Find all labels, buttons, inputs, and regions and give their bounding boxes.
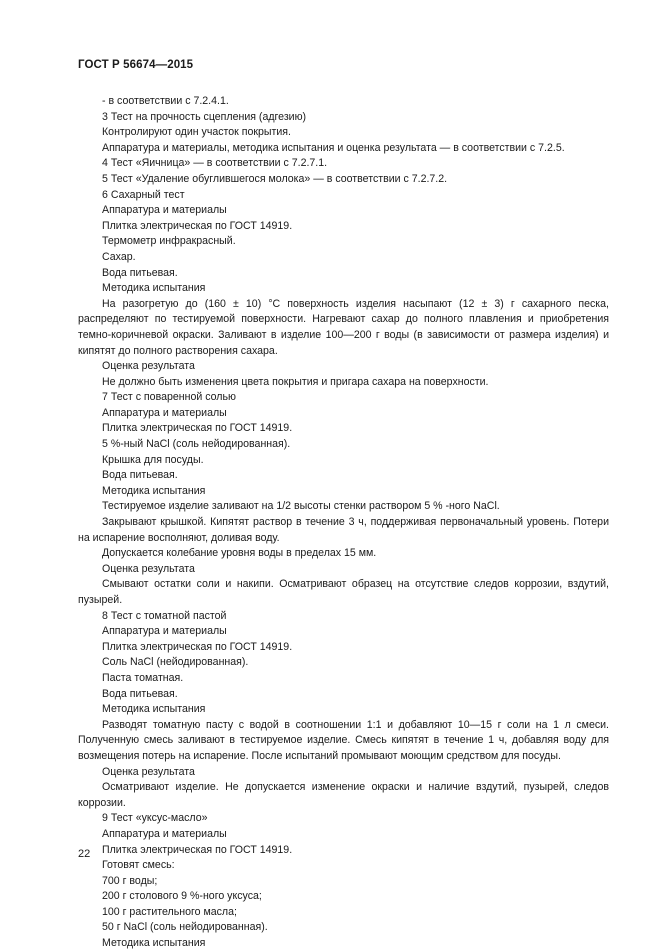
paragraph: На разогретую до (160 ± 10) °С поверхность изделия насыпают (12 ± 3) г сахарного песка, распределяют по тестируемой поверхности. Нагревают сахар до полного плавления и приобретения темно-коричневой окраски. Заливают в изделие 100—200 г воды (в зависимости от размера изделия) и кипятят до полного растворения сахара. [78, 297, 609, 357]
paragraph: Оценка результата [102, 360, 195, 373]
paragraph: Не должно быть изменения цвета покрытия и пригара сахара на поверхности. [102, 375, 489, 388]
paragraph: Вода питьевая. [102, 469, 178, 482]
document-body [78, 94, 609, 952]
paragraph: Аппаратура и материалы [102, 827, 227, 840]
document-header: ГОСТ Р 56674—2015 [78, 59, 194, 71]
paragraph: 6 Сахарный тест [102, 188, 185, 201]
paragraph: 50 г NaCl (соль нейодированная). [102, 921, 268, 934]
paragraph: Закрывают крышкой. Кипятят раствор в течение 3 ч, поддерживая первоначальный уровень. Потери на испарение восполняют, доливая воду. [78, 516, 609, 544]
paragraph: Паста томатная. [102, 671, 184, 684]
paragraph: Осматривают изделие. Не допускается изменение окраски и наличие вздутий, пузырей, следов коррозии. [78, 781, 609, 809]
paragraph: Соль NaCl (нейодированная). [102, 656, 249, 669]
paragraph: Вода питьевая. [102, 266, 178, 279]
paragraph: Аппаратура и материалы [102, 625, 227, 638]
paragraph: 700 г воды; [102, 874, 158, 887]
paragraph: Разводят томатную пасту с водой в соотношении 1:1 и добавляют 10—15 г соли на 1 л смеси. Полученную смесь заливают в тестируемое изделие. Смесь кипятят в течение 1 ч, добавляя воду для возмещения потерь на испарение. После испытаний промывают моющим средством для посуды. [78, 718, 609, 762]
paragraph: 3 Тест на прочность сцепления (адгезию) [102, 110, 307, 123]
paragraph: Плитка электрическая по ГОСТ 14919. [102, 422, 293, 435]
paragraph: Аппаратура и материалы [102, 406, 227, 419]
paragraph: - в соответствии с 7.2.4.1. [102, 95, 229, 107]
paragraph: Термометр инфракрасный. [102, 235, 236, 248]
paragraph: 5 Тест «Удаление обуглившегося молока» — в соответствии с 7.2.7.2. [102, 172, 448, 185]
paragraph: Плитка электрическая по ГОСТ 14919. [102, 843, 293, 856]
paragraph: Методика испытания [102, 484, 206, 497]
paragraph: 200 г столового 9 %-ного уксуса; [102, 890, 262, 903]
paragraph: Контролируют один участок покрытия. [102, 126, 291, 139]
paragraph: Методика испытания [102, 937, 206, 950]
paragraph: 9 Тест «уксус-масло» [102, 812, 208, 825]
paragraph: 100 г растительного масла; [102, 905, 237, 918]
paragraph: Аппаратура и материалы [102, 204, 227, 217]
page-number: 22 [78, 848, 91, 860]
paragraph: Оценка результата [102, 765, 195, 778]
paragraph: Методика испытания [102, 703, 206, 716]
paragraph: Сахар. [102, 250, 136, 263]
paragraph: Аппаратура и материалы, методика испытания и оценка результата — в соответствии с 7.2.5. [102, 141, 565, 154]
paragraph: Крышка для посуды. [102, 453, 204, 466]
paragraph: 4 Тест «Яичница» — в соответствии с 7.2.7.1. [102, 157, 328, 170]
paragraph: Оценка результата [102, 562, 195, 575]
paragraph: Методика испытания [102, 282, 206, 295]
paragraph: Тестируемое изделие заливают на 1/2 высоты стенки раствором 5 % -ного NaCl. [102, 500, 500, 513]
paragraph: Плитка электрическая по ГОСТ 14919. [102, 640, 293, 653]
paragraph: Смывают остатки соли и накипи. Осматривают образец на отсутствие следов коррозии, вздутий, пузырей. [78, 578, 609, 606]
paragraph: Плитка электрическая по ГОСТ 14919. [102, 219, 293, 232]
paragraph: Допускается колебание уровня воды в пределах 15 мм. [102, 547, 377, 560]
paragraph: 8 Тест с томатной пастой [102, 609, 227, 622]
paragraph: 7 Тест с поваренной солью [102, 391, 236, 404]
paragraph: 5 %-ный NaCl (соль нейодированная). [102, 438, 291, 451]
paragraph: Готовят смесь: [102, 859, 175, 872]
paragraph: Вода питьевая. [102, 687, 178, 700]
